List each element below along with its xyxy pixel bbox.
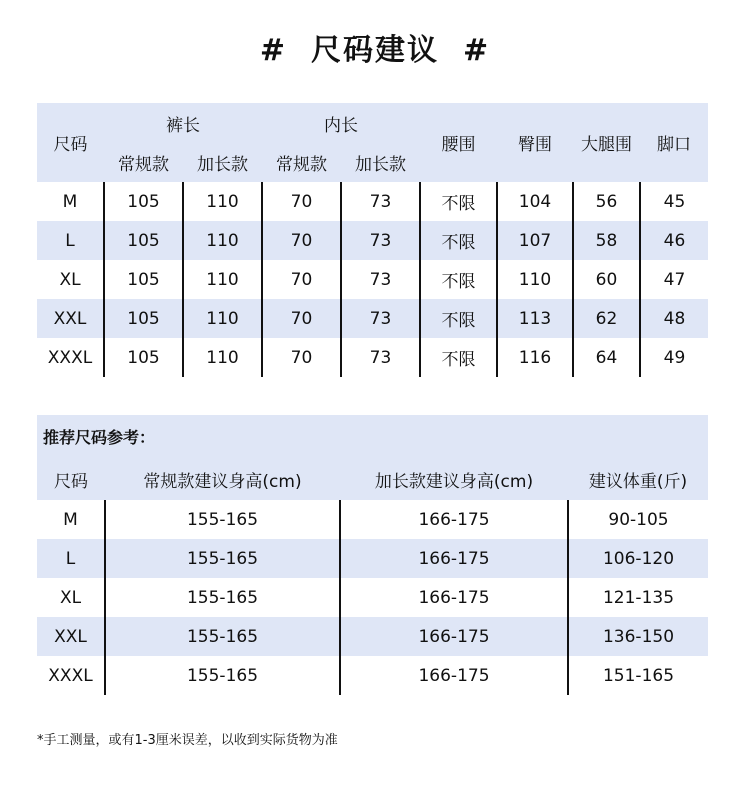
cell-inseam-long: 73 [341,182,420,221]
cell-inseam-long: 73 [341,299,420,338]
cell-pants-long: 110 [183,338,262,377]
ref-cell-long-height: 166-175 [340,656,568,695]
cell-pants-regular: 105 [104,260,183,299]
table-row [37,617,708,656]
ref-header-size: 尺码 [37,458,105,500]
ref-cell-regular-height: 155-165 [105,578,340,617]
reference-caption: 推荐尺码参考： [37,415,708,458]
ref-cell-size: L [37,539,105,578]
title-text: 尺码建议 [311,33,439,68]
cell-pants-long: 110 [183,182,262,221]
table-row [37,221,708,260]
cell-waist: 不限 [420,299,497,338]
ref-cell-weight: 136-150 [568,617,708,656]
cell-inseam-regular: 70 [262,221,341,260]
header-thigh: 大腿围 [573,103,640,182]
cell-pants-regular: 105 [104,338,183,377]
cell-size: XXXL [37,338,104,377]
table-row [37,500,708,539]
cell-hem: 48 [640,299,708,338]
cell-arm: 107 [497,221,573,260]
ref-header-long-height: 加长款建议身高(cm) [340,458,568,500]
cell-arm: 110 [497,260,573,299]
title-hash-right: # [463,33,491,68]
cell-hem: 46 [640,221,708,260]
ref-cell-regular-height: 155-165 [105,656,340,695]
footnote: *手工测量，或有1-3厘米误差，以收到实际货物为准 [37,733,338,748]
ref-header-regular-height: 常规款建议身高(cm) [105,458,340,500]
header-inseam-regular: 常规款 [262,143,341,182]
table-row [37,260,708,299]
ref-cell-regular-height: 155-165 [105,539,340,578]
ref-header-weight: 建议体重(斤) [568,458,708,500]
cell-waist: 不限 [420,182,497,221]
cell-size: XL [37,260,104,299]
ref-cell-size: XXL [37,617,105,656]
header-pants-regular: 常规款 [104,143,183,182]
cell-pants-long: 110 [183,221,262,260]
reference-table [37,415,708,695]
cell-waist: 不限 [420,338,497,377]
cell-hem: 49 [640,338,708,377]
table-row [37,656,708,695]
table-row [37,299,708,338]
table-row [37,182,708,221]
ref-cell-weight: 90-105 [568,500,708,539]
ref-cell-size: XXXL [37,656,105,695]
ref-cell-long-height: 166-175 [340,617,568,656]
cell-size: M [37,182,104,221]
title-hash-left: # [259,33,287,68]
table-row [37,578,708,617]
ref-cell-size: M [37,500,105,539]
cell-inseam-regular: 70 [262,338,341,377]
cell-size: L [37,221,104,260]
cell-pants-regular: 105 [104,182,183,221]
cell-pants-regular: 105 [104,299,183,338]
cell-pants-long: 110 [183,299,262,338]
ref-cell-regular-height: 155-165 [105,617,340,656]
header-inseam-long: 加长款 [341,143,420,182]
cell-thigh: 62 [573,299,640,338]
cell-inseam-regular: 70 [262,182,341,221]
header-inseam: 内长 [262,103,420,143]
size-table [37,103,708,377]
cell-arm: 116 [497,338,573,377]
ref-cell-weight: 121-135 [568,578,708,617]
ref-cell-long-height: 166-175 [340,500,568,539]
ref-cell-size: XL [37,578,105,617]
ref-cell-weight: 151-165 [568,656,708,695]
header-pants-long: 加长款 [183,143,262,182]
size-table-header-row-1 [37,103,708,143]
cell-size: XXL [37,299,104,338]
cell-thigh: 60 [573,260,640,299]
header-waist: 腰围 [420,103,497,182]
cell-arm: 113 [497,299,573,338]
ref-cell-weight: 106-120 [568,539,708,578]
reference-caption-row [37,415,708,458]
cell-thigh: 56 [573,182,640,221]
cell-waist: 不限 [420,221,497,260]
cell-thigh: 58 [573,221,640,260]
header-arm: 臀围 [497,103,573,182]
table-row [37,539,708,578]
table-row [37,338,708,377]
cell-inseam-regular: 70 [262,299,341,338]
cell-pants-regular: 105 [104,221,183,260]
header-size: 尺码 [37,103,104,182]
cell-inseam-long: 73 [341,338,420,377]
cell-inseam-long: 73 [341,221,420,260]
ref-cell-long-height: 166-175 [340,578,568,617]
cell-hem: 45 [640,182,708,221]
ref-cell-regular-height: 155-165 [105,500,340,539]
header-hem: 脚口 [640,103,708,182]
cell-thigh: 64 [573,338,640,377]
page-title [0,26,750,76]
header-pants-length: 裤长 [104,103,262,143]
reference-header-row [37,458,708,500]
cell-inseam-regular: 70 [262,260,341,299]
cell-waist: 不限 [420,260,497,299]
cell-hem: 47 [640,260,708,299]
cell-pants-long: 110 [183,260,262,299]
ref-cell-long-height: 166-175 [340,539,568,578]
cell-arm: 104 [497,182,573,221]
cell-inseam-long: 73 [341,260,420,299]
